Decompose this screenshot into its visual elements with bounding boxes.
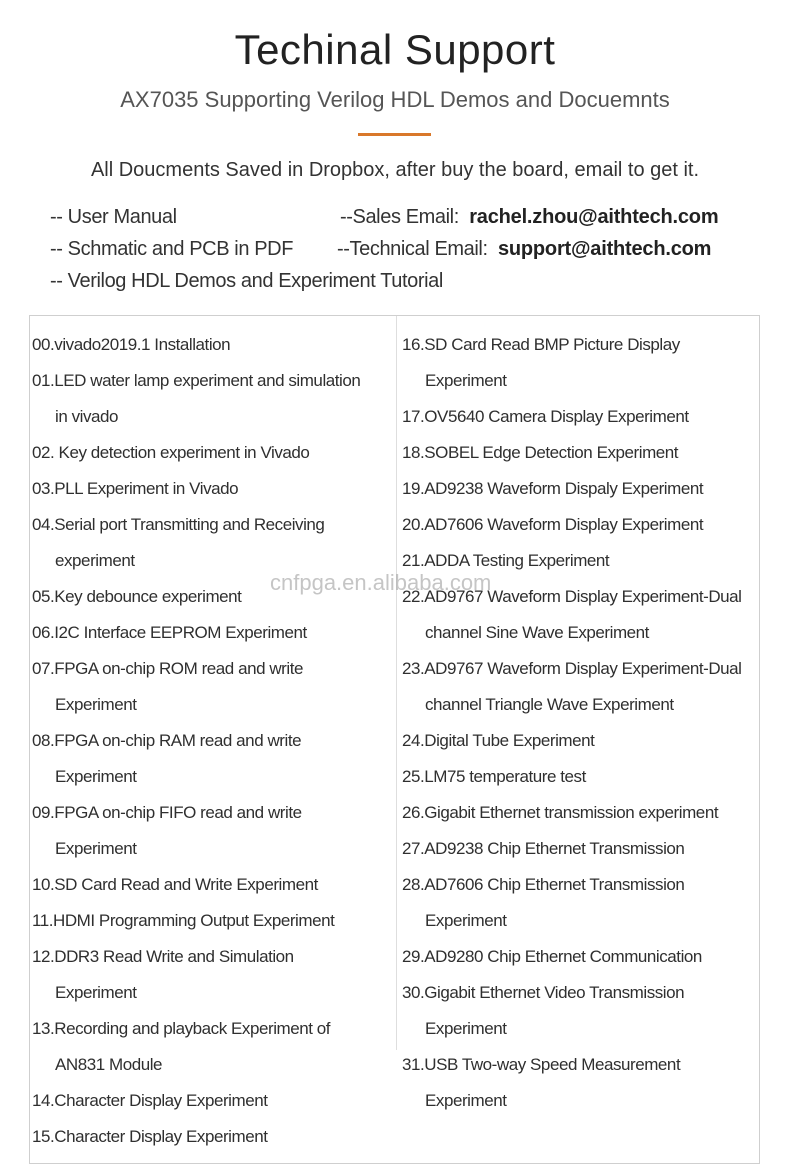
experiment-item: 30.Gigabit Ethernet Video Transmission (402, 983, 685, 1002)
schematic-item: -- Schmatic and PCB in PDF (50, 238, 294, 260)
experiment-item: 26.Gigabit Ethernet transmission experiment (402, 803, 719, 822)
user-manual-item: -- User Manual (50, 206, 177, 228)
watermark: cnfpga.en.alibaba.com (270, 570, 492, 595)
experiment-item: 11.HDMI Programming Output Experiment (32, 911, 335, 930)
experiment-item: 15.Character Display Experiment (32, 1127, 268, 1146)
experiment-item-continuation: AN831 Module (55, 1055, 163, 1074)
technical-email-row (337, 238, 711, 261)
experiment-item-continuation: Experiment (55, 695, 137, 714)
experiment-item: 27.AD9238 Chip Ethernet Transmission (402, 839, 685, 858)
experiment-item: 18.SOBEL Edge Detection Experiment (402, 443, 679, 462)
sales-email-row (340, 206, 718, 229)
experiment-item: 07.FPGA on-chip ROM read and write (32, 659, 303, 678)
experiment-item: 01.LED water lamp experiment and simulation (32, 371, 361, 390)
experiment-list-left (32, 327, 360, 1155)
experiment-item: 28.AD7606 Chip Ethernet Transmission (402, 875, 685, 894)
accent-divider (358, 133, 431, 136)
tutorial-item: -- Verilog HDL Demos and Experiment Tutorial (50, 270, 443, 292)
experiment-item-continuation: in vivado (55, 407, 119, 426)
experiment-item-continuation: experiment (55, 551, 135, 570)
experiment-item: 03.PLL Experiment in Vivado (32, 479, 239, 498)
page-subtitle: AX7035 Supporting Verilog HDL Demos and Docuemnts (120, 87, 670, 112)
experiment-item: 20.AD7606 Waveform Display Experiment (402, 515, 704, 534)
experiment-item-continuation: channel Sine Wave Experiment (425, 623, 649, 642)
experiment-item-continuation: Experiment (425, 911, 507, 930)
experiment-item: 21.ADDA Testing Experiment (402, 551, 610, 570)
column-divider (396, 316, 397, 1050)
experiment-item: 14.Character Display Experiment (32, 1091, 268, 1110)
experiment-item: 16.SD Card Read BMP Picture Display (402, 335, 680, 354)
sales-email-link[interactable]: rachel.zhou@aithtech.com (469, 206, 719, 228)
experiment-item: 00.vivado2019.1 Installation (32, 335, 231, 354)
dropbox-note: All Doucments Saved in Dropbox, after buy the board, email to get it. (90, 159, 700, 181)
experiment-item: 05.Key debounce experiment (32, 587, 242, 606)
experiment-item-continuation: Experiment (425, 1019, 507, 1038)
experiment-item: 13.Recording and playback Experiment of (32, 1019, 331, 1038)
experiment-item-continuation: Experiment (425, 1091, 507, 1110)
experiment-list-right (402, 327, 742, 1119)
experiment-item: 10.SD Card Read and Write Experiment (32, 875, 318, 894)
experiment-item: 02. Key detection experiment in Vivado (32, 443, 310, 462)
experiment-item: 22.AD9767 Waveform Display Experiment-Dual (402, 587, 742, 606)
experiment-item: 29.AD9280 Chip Ethernet Communication (402, 947, 702, 966)
experiment-item: 06.I2C Interface EEPROM Experiment (32, 623, 307, 642)
experiment-item: 23.AD9767 Waveform Display Experiment-Dual (402, 659, 742, 678)
experiment-item-continuation: Experiment (55, 983, 137, 1002)
experiment-item: 17.OV5640 Camera Display Experiment (402, 407, 689, 426)
experiment-item: 12.DDR3 Read Write and Simulation (32, 947, 294, 966)
experiment-item-continuation: channel Triangle Wave Experiment (425, 695, 674, 714)
page-title: Techinal Support (234, 26, 556, 73)
experiment-item-continuation: Experiment (425, 371, 507, 390)
experiment-item-continuation: Experiment (55, 839, 137, 858)
experiment-item-continuation: Experiment (55, 767, 137, 786)
experiment-item: 08.FPGA on-chip RAM read and write (32, 731, 302, 750)
technical-email-label: --Technical Email: (337, 238, 488, 260)
experiment-item: 04.Serial port Transmitting and Receiving (32, 515, 325, 534)
experiment-item: 24.Digital Tube Experiment (402, 731, 595, 750)
experiment-item: 19.AD9238 Waveform Dispaly Experiment (402, 479, 704, 498)
experiment-item: 25.LM75 temperature test (402, 767, 586, 786)
experiment-item: 31.USB Two-way Speed Measurement (402, 1055, 681, 1074)
technical-email-link[interactable]: support@aithtech.com (497, 238, 712, 260)
sales-email-label: --Sales Email: (340, 206, 459, 228)
experiment-item: 09.FPGA on-chip FIFO read and write (32, 803, 302, 822)
